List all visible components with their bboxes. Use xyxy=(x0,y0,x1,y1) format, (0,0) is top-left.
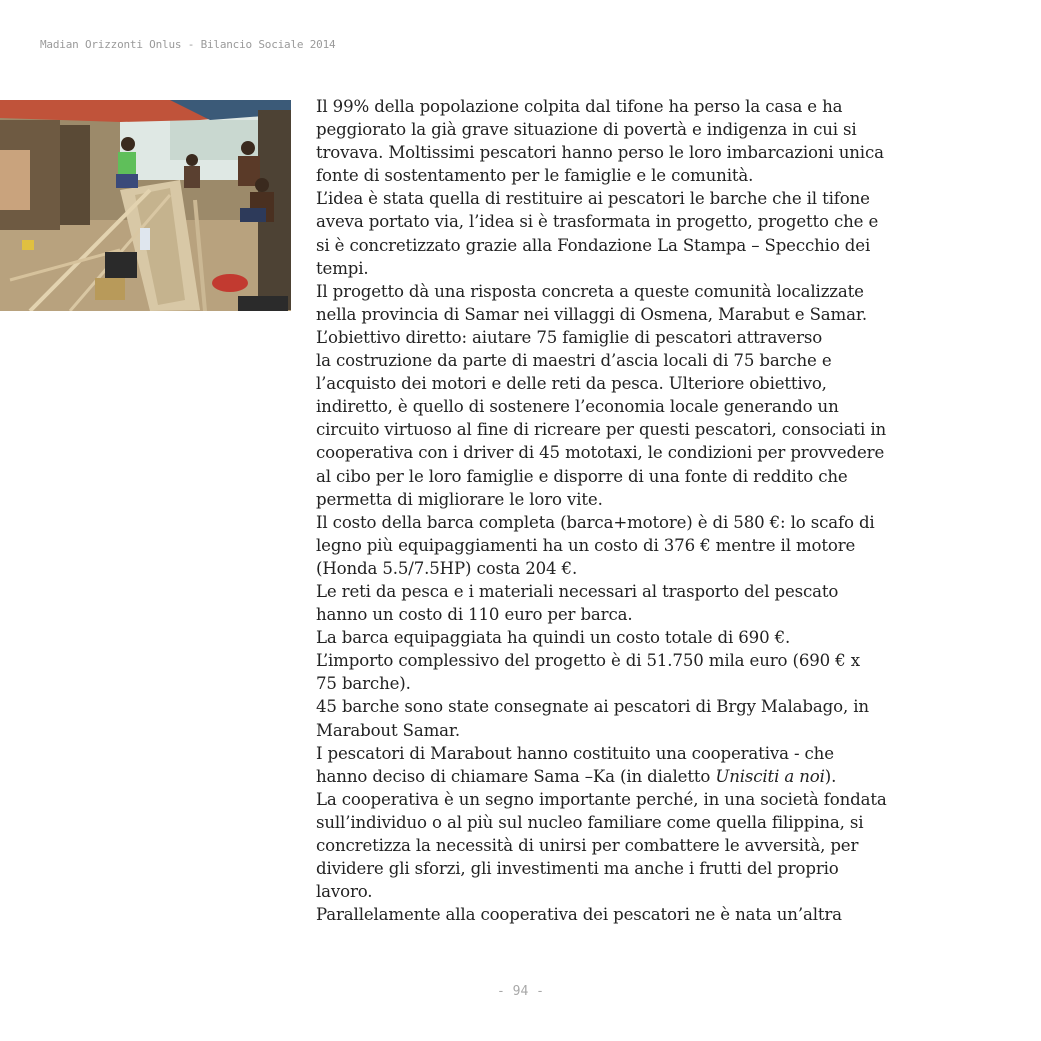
text-line: hanno un costo di 110 euro per barca. xyxy=(316,605,633,625)
text-line: Parallelamente alla cooperativa dei pescatori ne è nata un’altra xyxy=(316,905,842,925)
text-line: fonte di sostentamento per le famiglie e le comunità. xyxy=(316,166,754,186)
text-line: lavoro. xyxy=(316,882,373,902)
text-line: peggiorato la già grave situazione di povertà e indigenza in cui si xyxy=(316,120,857,140)
body-text xyxy=(316,95,996,926)
text-line: si è concretizzato grazie alla Fondazione La Stampa – Specchio dei xyxy=(316,235,871,255)
text-line: Le reti da pesca e i materiali necessari al trasporto del pescato xyxy=(316,581,839,601)
text-line: (Honda 5.5/7.5HP) costa 204 €. xyxy=(316,558,578,578)
text-line: cooperativa con i driver di 45 mototaxi, le condizioni per provvedere xyxy=(316,443,885,463)
text-line: circuito virtuoso al fine di ricreare per questi pescatori, consociati in xyxy=(316,420,887,440)
text-line: concretizza la necessità di unirsi per combattere le avversità, per xyxy=(316,836,859,855)
text-line: dividere gli sforzi, gli investimenti ma anche i frutti del proprio xyxy=(316,859,839,879)
text-line: Il costo della barca completa (barca+motore) è di 580 €: lo scafo di xyxy=(316,512,875,532)
text-line: Il 99% della popolazione colpita dal tifone ha perso la casa e ha xyxy=(316,97,843,116)
text-line: tempi. xyxy=(316,258,369,278)
text-line: 45 barche sono state consegnate ai pescatori di Brgy Malabago, in xyxy=(316,697,869,717)
text-line: sull’individuo o al più sul nucleo familiare come quella filippina, si xyxy=(316,812,864,832)
text-fragment: hanno deciso di chiamare Sama –Ka (in dialetto xyxy=(316,766,716,786)
text-line: la costruzione da parte di maestri d’ascia locali di 75 barche e xyxy=(316,351,832,371)
text-line: 75 barche). xyxy=(316,674,411,694)
text-line: nella provincia di Samar nei villaggi di Osmena, Marabut e Samar. xyxy=(316,304,867,324)
text-line: indiretto, è quello di sostenere l’economia locale generando un xyxy=(316,397,839,417)
text-line: Il progetto dà una risposta concreta a queste comunità localizzate xyxy=(316,281,864,301)
italic-phrase: Unisciti a noi xyxy=(715,766,825,786)
text-fragment: ). xyxy=(824,766,837,786)
running-header: Madian Orizzonti Onlus - Bilancio Sociale 2014 xyxy=(40,38,336,51)
text-line: I pescatori di Marabout hanno costituito una cooperativa - che xyxy=(316,743,834,763)
text-line: La cooperativa è un segno importante perché, in una società fondata xyxy=(316,789,887,809)
text-line: Marabout Samar. xyxy=(316,720,460,740)
text-line: L’importo complessivo del progetto è di 51.750 mila euro (690 € x xyxy=(316,651,860,671)
text-line: L’idea è stata quella di restituire ai pescatori le barche che il tifone xyxy=(316,189,870,209)
text-line: permetta di migliorare le loro vite. xyxy=(316,489,603,509)
text-line: l’acquisto dei motori e delle reti da pesca. Ulteriore obiettivo, xyxy=(316,374,827,394)
page-number: - 94 - xyxy=(497,984,544,999)
text-line: aveva portato via, l’idea si è trasformata in progetto, progetto che e xyxy=(316,212,879,232)
text-line: L’obiettivo diretto: aiutare 75 famiglie di pescatori attraverso xyxy=(316,327,823,347)
text-line: al cibo per le loro famiglie e disporre di una fonte di reddito che xyxy=(316,466,848,486)
fishermen-boat-building-photo xyxy=(0,100,291,311)
text-line: legno più equipaggiamenti ha un costo di 376 € mentre il motore xyxy=(316,535,856,555)
text-line-with-italic xyxy=(316,765,996,788)
text-line: La barca equipaggiata ha quindi un costo totale di 690 €. xyxy=(316,628,791,648)
text-line: trovava. Moltissimi pescatori hanno perso le loro imbarcazioni unica xyxy=(316,143,884,163)
